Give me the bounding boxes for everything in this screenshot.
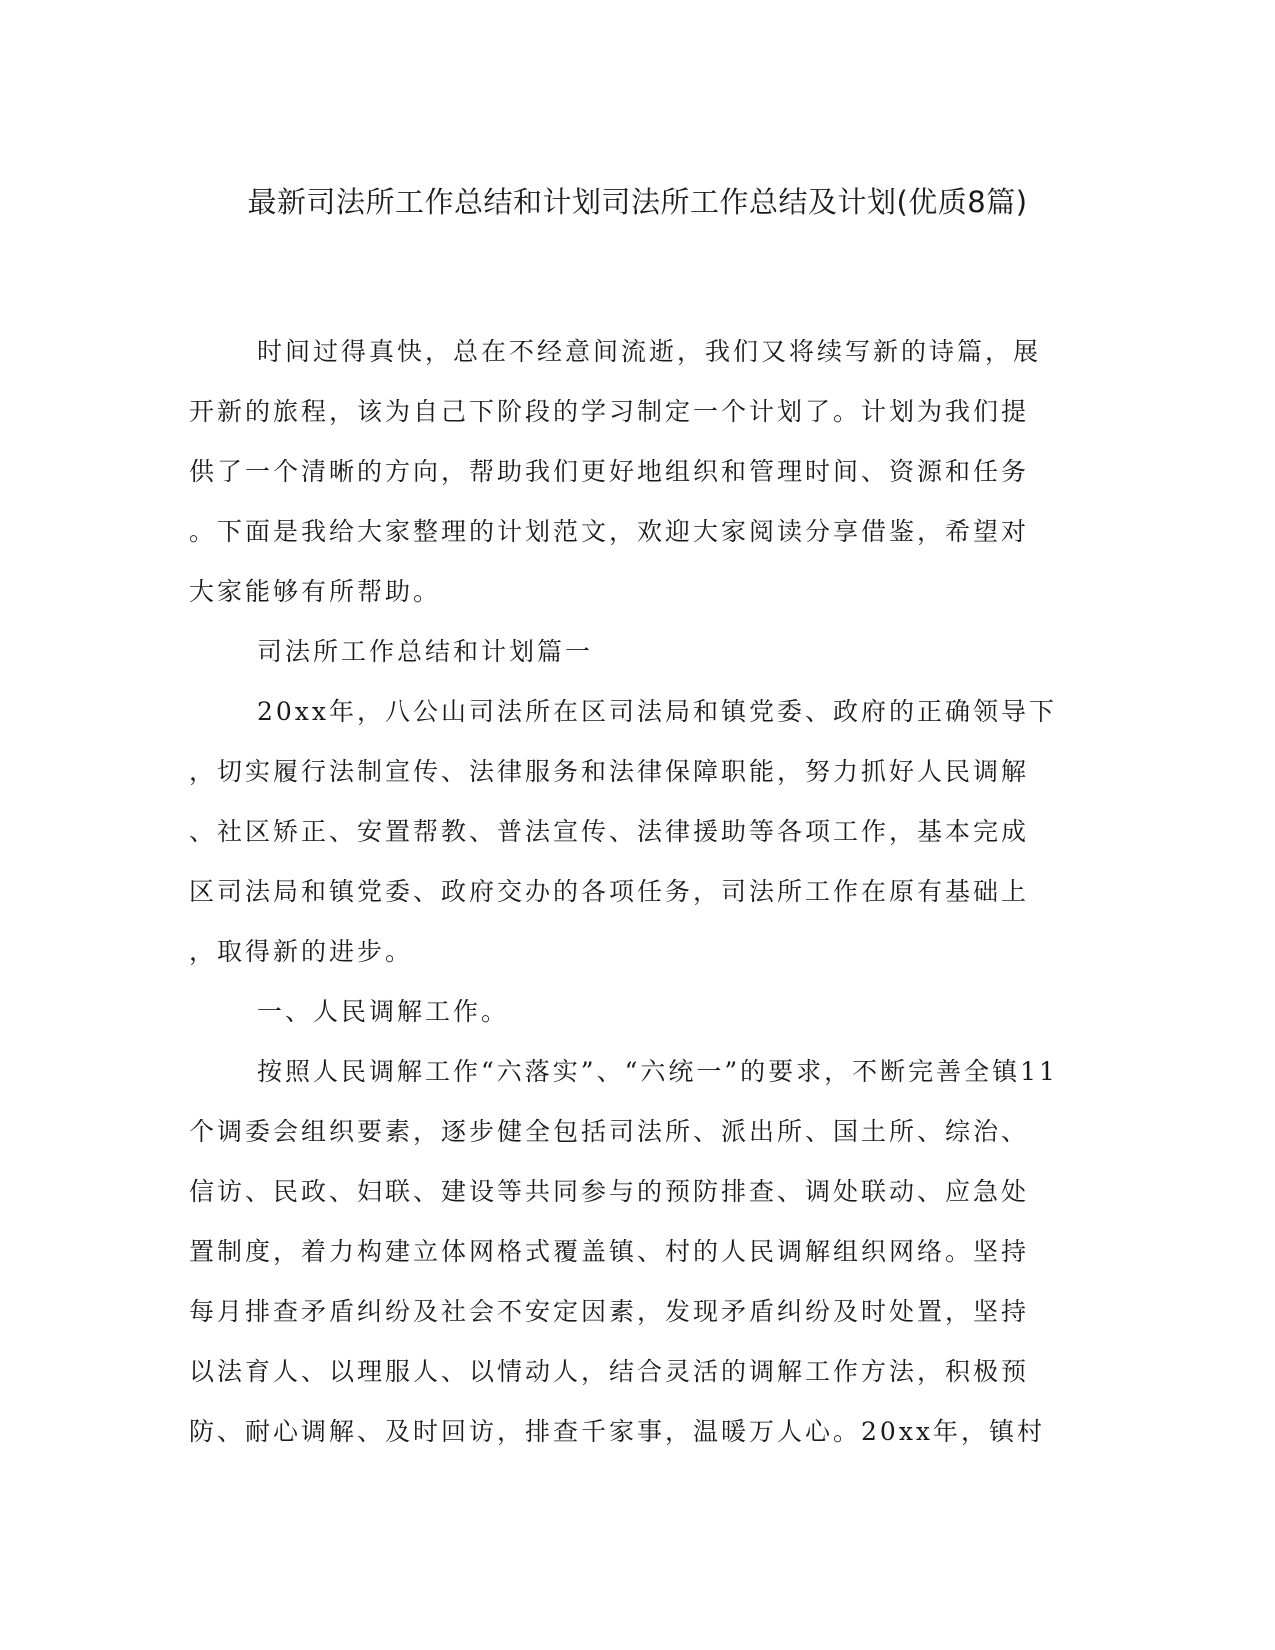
paragraph-2 <box>189 1042 1079 1462</box>
subheading-text: 一、人民调解工作。 <box>257 997 510 1026</box>
section-heading-text: 司法所工作总结和计划篇一 <box>257 637 594 666</box>
intro-line: 供了一个清晰的方向，帮助我们更好地组织和管理时间、资源和任务 <box>189 457 1030 486</box>
paragraph-line: 每月排查矛盾纠纷及社会不安定因素，发现矛盾纠纷及时处置，坚持 <box>189 1297 1030 1326</box>
subheading <box>189 982 1079 1042</box>
paragraph-line: 、社区矫正、安置帮教、普法宣传、法律援助等各项工作，基本完成 <box>189 817 1030 846</box>
paragraph-line: 置制度，着力构建立体网格式覆盖镇、村的人民调解组织网络。坚持 <box>189 1237 1030 1266</box>
intro-paragraph <box>189 322 1079 622</box>
paragraph-line: 按照人民调解工作“六落实”、“六统一”的要求，不断完善全镇11 <box>257 1057 1058 1086</box>
section-heading <box>189 622 1079 682</box>
intro-line: 。下面是我给大家整理的计划范文，欢迎大家阅读分享借鉴，希望对 <box>189 517 1030 546</box>
paragraph-line: 防、耐心调解、及时回访，排查千家事，温暖万人心。20xx年，镇村 <box>189 1417 1046 1446</box>
intro-line: 大家能够有所帮助。 <box>189 577 442 606</box>
paragraph-line: 以法育人、以理服人、以情动人，结合灵活的调解工作方法，积极预 <box>189 1357 1030 1386</box>
document-title: 最新司法所工作总结和计划司法所工作总结及计划(优质8篇) <box>247 185 1028 219</box>
paragraph-line: 区司法局和镇党委、政府交办的各项任务，司法所工作在原有基础上 <box>189 877 1030 906</box>
paragraph-line: 20xx年，八公山司法所在区司法局和镇党委、政府的正确领导下 <box>257 697 1058 726</box>
paragraph-line: ，切实履行法制宣传、法律服务和法律保障职能，努力抓好人民调解 <box>189 757 1030 786</box>
paragraph-line: 信访、民政、妇联、建设等共同参与的预防排查、调处联动、应急处 <box>189 1177 1030 1206</box>
document-body <box>189 322 1079 1462</box>
intro-line: 时间过得真快，总在不经意间流逝，我们又将续写新的诗篇，展 <box>257 337 1042 366</box>
intro-line: 开新的旅程，该为自己下阶段的学习制定一个计划了。计划为我们提 <box>189 397 1030 426</box>
paragraph-line: ，取得新的进步。 <box>189 937 414 966</box>
paragraph-line: 个调委会组织要素，逐步健全包括司法所、派出所、国土所、综治、 <box>189 1117 1030 1146</box>
paragraph-1 <box>189 682 1079 982</box>
